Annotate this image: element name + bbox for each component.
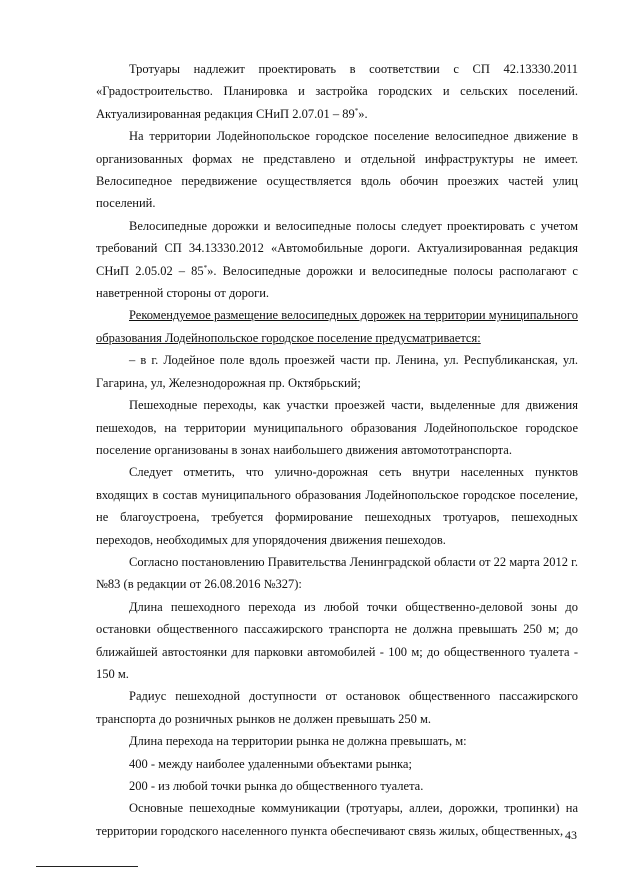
paragraph-crossing-length: Длина пешеходного перехода из любой точки общественно-деловой зоны до остановки общественного пассажирского транспорта не должна превышать 250 м; до ближайшей автостоянки для парковки автомобилей - 100 м; до общественного туалета - 150 м. bbox=[96, 599, 578, 681]
paragraph-sidewalks bbox=[96, 58, 578, 125]
superscript-mark: * bbox=[203, 263, 208, 272]
page-number: 43 bbox=[565, 828, 577, 842]
list-item-city-streets: – в г. Лодейное поле вдоль проезжей части пр. Ленина, ул. Республиканская, ул. Гагарина, ул, Железнодорожная пр. Октябрьский; bbox=[96, 353, 578, 390]
paragraph-text: Велосипедные дорожки и велосипедные полосы следует проектировать с учетом требований СП 34.13330.2012 «Автомобильные дороги. Актуализированная редакция СНиП 2.05.02 – 85 bbox=[96, 218, 578, 278]
paragraph-pedestrian-communications: Основные пешеходные коммуникации (тротуары, аллеи, дорожки, тропинки) на территории городского населенного пункта обеспечивают связь жилых, общественных, bbox=[96, 801, 578, 838]
paragraph-pedestrian-crossings: Пешеходные переходы, как участки проезжей части, выделенные для движения пешеходов, на территории муниципального образования Лодейнопольское городское поселение организованы в зонах наибольшего движения автомототранспорта. bbox=[96, 398, 578, 457]
paragraph-recommended-placement bbox=[96, 304, 578, 349]
paragraph-road-network: Следует отметить, что улично-дорожная сеть внутри населенных пунктов входящих в состав муниципального образования Лодейнопольское городское поселение, не благоустроена, требуется формирование пешеходных тротуаров, пешеходных переходов, необходимых для упорядочения движения пешеходов. bbox=[96, 465, 578, 547]
superscript-mark: * bbox=[354, 106, 359, 115]
footer-divider bbox=[36, 866, 138, 867]
paragraph-text: Тротуары надлежит проектировать в соответствии с СП 42.13330.2011 «Градостроительство. Планировка и застройка городских и сельских поселений. Актуализированная редакция СНиП 2.07.01 – 89 bbox=[96, 62, 578, 121]
paragraph-government-decree: Согласно постановлению Правительства Ленинградской области от 22 марта 2012 г. №83 (в редакции от 26.08.2016 №327): bbox=[96, 554, 578, 592]
list-item-400: 400 - между наиболее удаленными объектами рынка; bbox=[129, 756, 412, 771]
paragraph-bicycle-traffic: На территории Лодейнопольское городское поселение велосипедное движение в организованных формах не представлено и отдельной инфраструктуры не имеет. Велосипедное передвижение осуществляется вдоль обочин проезжих частей улиц поселений. bbox=[96, 129, 578, 211]
paragraph-text-end: ». Велосипедные дорожки и велосипедные полосы располагают с наветренной стороны от дороги. bbox=[96, 263, 578, 301]
list-item-200: 200 - из любой точки рынка до общественного туалета. bbox=[129, 779, 424, 793]
paragraph-walking-radius: Радиус пешеходной доступности от остановок общественного пассажирского транспорта до розничных рынков не должен превышать 250 м. bbox=[96, 689, 578, 726]
underlined-heading: Рекомендуемое размещение велосипедных дорожек на территории муниципального образования Лодейнопольское городское поселение предусматривается: bbox=[96, 308, 578, 345]
document-body bbox=[96, 58, 578, 842]
paragraph-market-length: Длина перехода на территории рынка не должна превышать, м: bbox=[129, 734, 467, 749]
paragraph-text-end: ». bbox=[358, 106, 368, 121]
paragraph-bicycle-lanes bbox=[96, 215, 578, 305]
